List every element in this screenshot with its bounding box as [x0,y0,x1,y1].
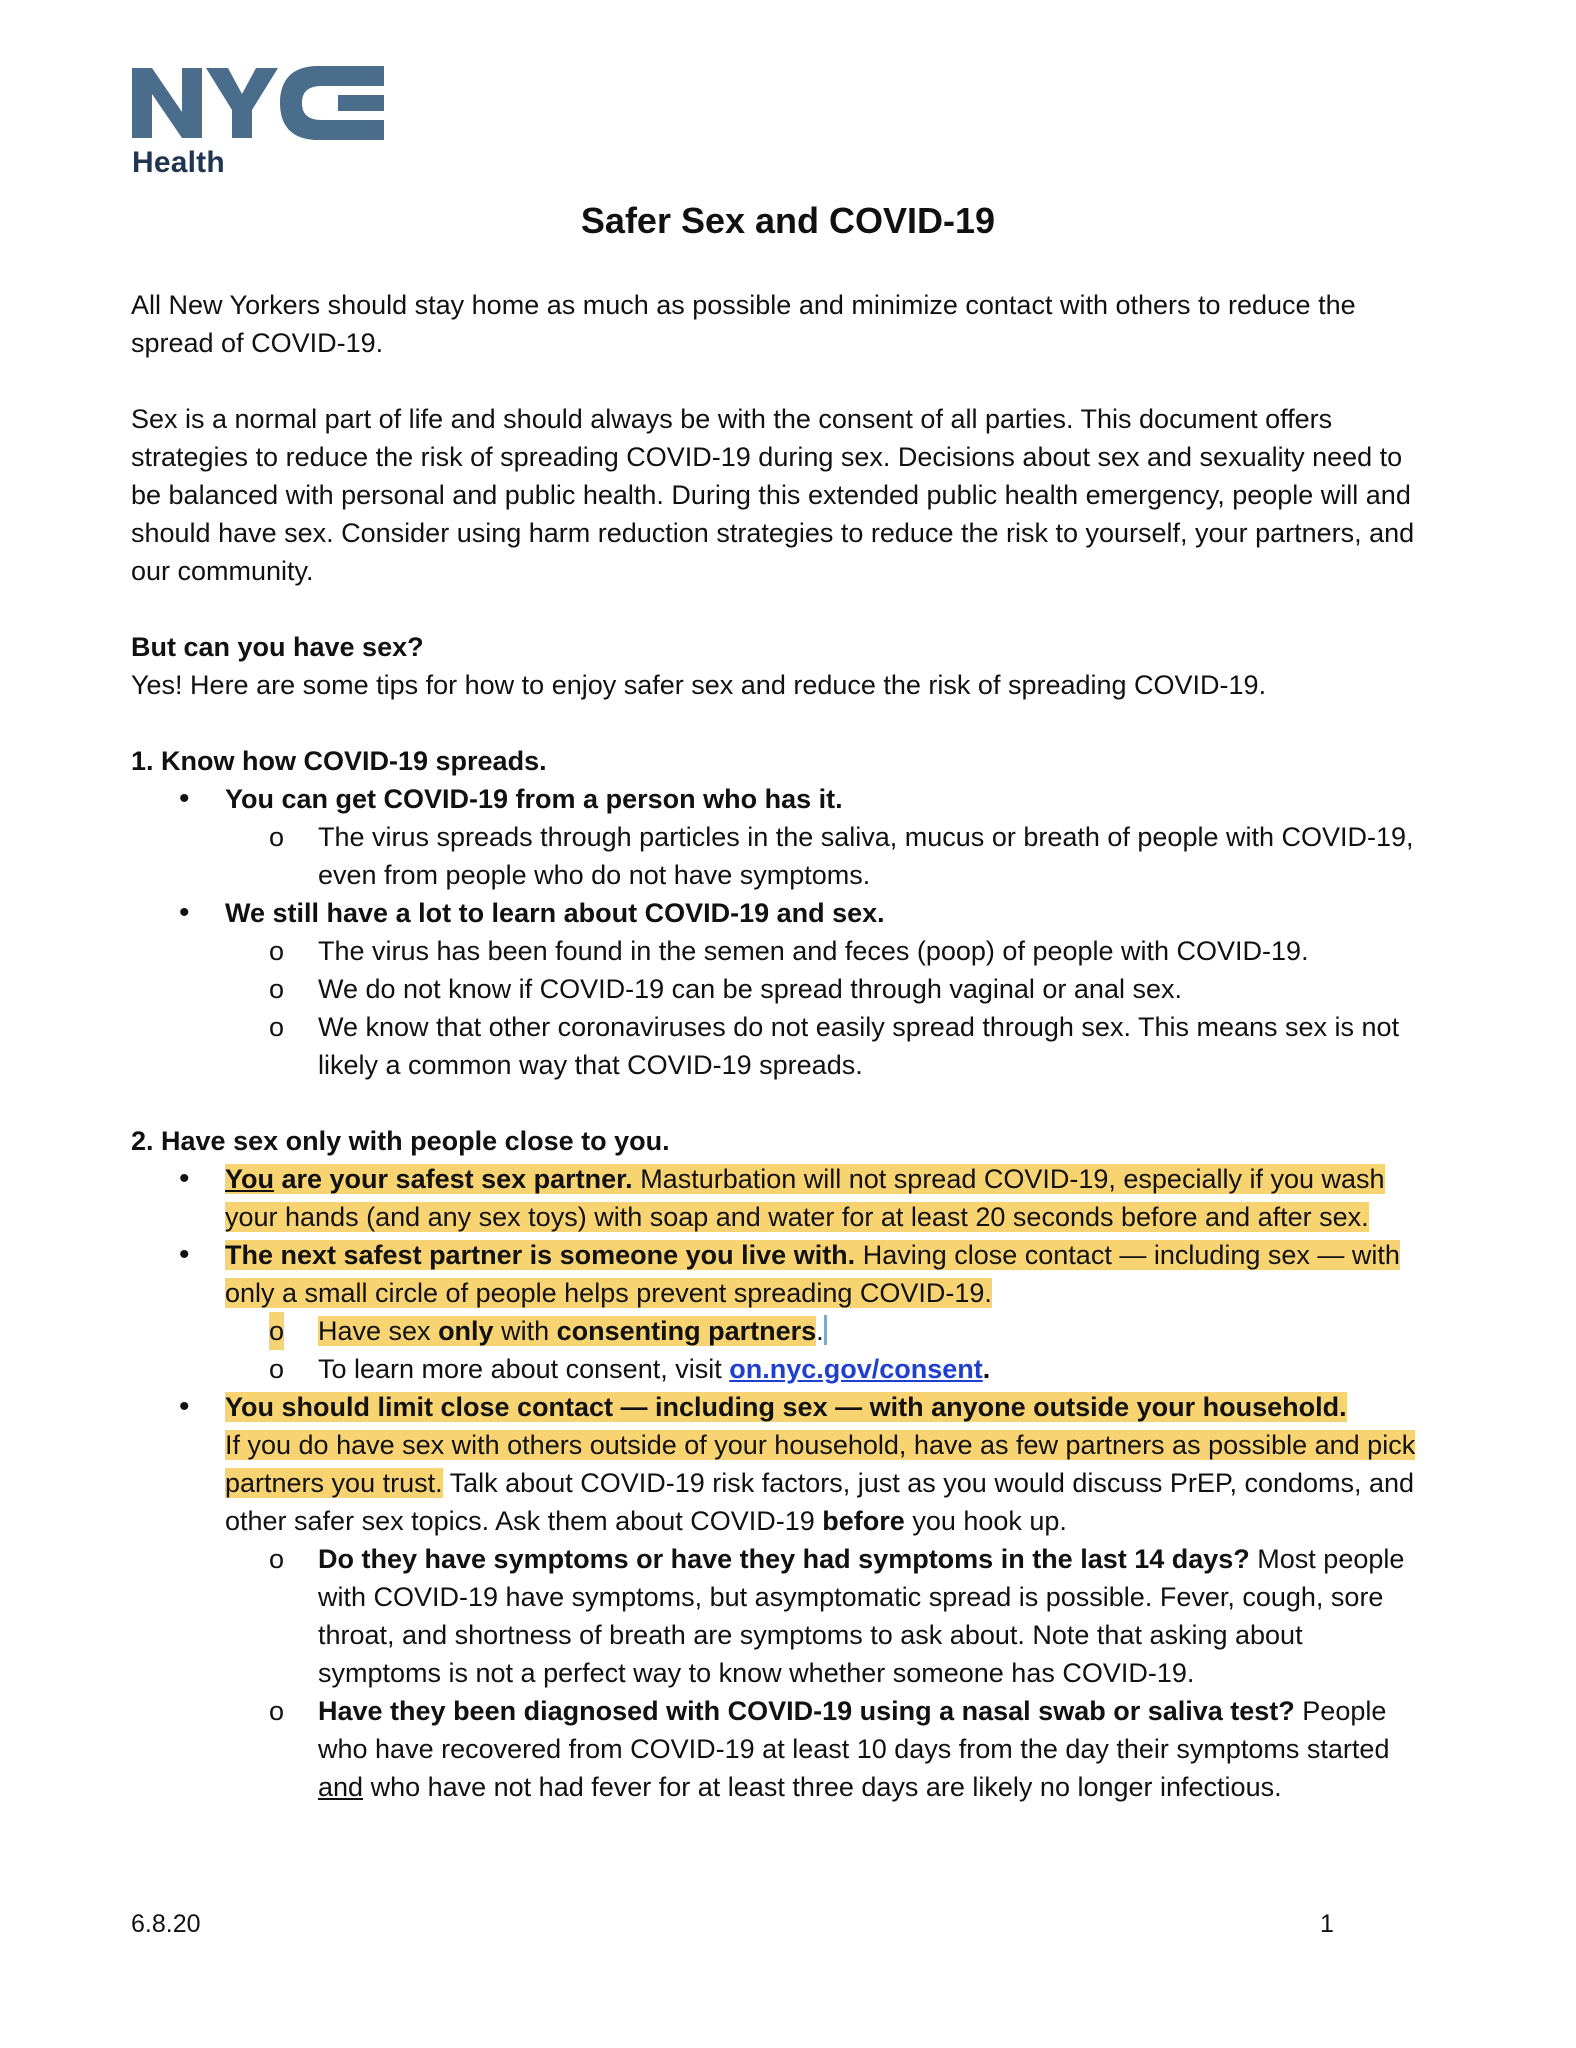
list-item [131,780,1431,894]
list-item: o Have they been diagnosed with COVID-19 using a nasal swab or saliva test? People who have recovered from COVID-19 at least 10 days from the day their symptoms started and who have not had fever for at least three days are likely no longer infectious. [269,1696,1390,1802]
can-you-heading: But can you have sex? [131,632,424,662]
sub-bullet-text: To learn more about consent, visit [318,1354,730,1384]
nyc-health-logo [132,62,388,180]
bullet-title: The next safest partner is someone you live with. [225,1240,856,1270]
sub-bullet-text: Have sex [318,1316,439,1346]
list-item: o We know that other coronaviruses do not easily spread through sex. This means sex is not likely a common way that COVID-19 spreads. [269,1012,1400,1080]
page-number: 1 [1320,1910,1334,1938]
sub-bullet-text: with [493,1316,557,1346]
sub-bullet-text: . [816,1316,824,1346]
page-title: Safer Sex and COVID-19 [580,200,996,241]
sub-bullet-text: who have not had fever for at least three days are likely no longer infectious. [363,1772,1282,1802]
list-item [131,1388,1431,1806]
bullet-highlight: If you do have sex with others outside of your household, have as few partners as possible and pick partners you trust. [225,1430,1416,1498]
sub-bullet-text: The virus spreads through particles in the saliva, mucus or breath of people with COVID-19, even from people who do not have symptoms. [318,822,1414,890]
list-item: o The virus has been found in the semen and feces (poop) of people with COVID-19. [269,936,1309,966]
bullet-title: You can get COVID-19 from a person who has it. [225,784,843,814]
consent-link[interactable]: on.nyc.gov/consent [729,1354,983,1384]
list-item: o The virus spreads through particles in the saliva, mucus or breath of people with COVID-19, even from people who do not have symptoms. [269,822,1414,890]
footer-date: 6.8.20 [131,1910,201,1938]
list-item: o We do not know if COVID-19 can be spread through vaginal or anal sex. [269,974,1182,1004]
can-you-body: Yes! Here are some tips for how to enjoy safer sex and reduce the risk of spreading COVID-19. [131,670,1267,700]
sub-bullet-title: Do they have symptoms or have they had symptoms in the last 14 days? [318,1544,1250,1574]
section-2-heading: 2. Have sex only with people close to you. [131,1126,670,1156]
bullet-title-you: You [225,1164,274,1194]
section-1-list [131,780,1431,1084]
sub-bullet-text: We know that other coronaviruses do not easily spread through sex. This means sex is not likely a common way that COVID-19 spreads. [318,1012,1400,1080]
sub-bullet-text: Most people with COVID-19 have symptoms, but asymptomatic spread is possible. Fever, cough, sore throat, and shortness of breath are symptoms to ask about. Note that asking about symptoms is not a perfect way to know whether someone has COVID-19. [318,1544,1405,1688]
list-item [131,894,1431,1084]
bullet-title: are your safest sex partner. [274,1164,633,1194]
sub-bullet-text: The virus has been found in the semen and feces (poop) of people with COVID-19. [318,936,1309,966]
sub-bullet-text: People who have recovered from COVID-19 at least 10 days from the day their symptoms started [318,1696,1390,1764]
sub-bullet-underline: and [318,1772,364,1802]
nyc-logo-icon [132,62,388,144]
bullet-body: you hook up. [904,1506,1067,1536]
intro-paragraph-2: Sex is a normal part of life and should always be with the consent of all parties. This document offers strategies to reduce the risk of spreading COVID-19 during sex. Decisions about sex and sexuality need to be balanced with personal and public health. During this extended public health emergency, people will and should have sex. Consider using harm reduction strategies to reduce the risk to yourself, your partners, and our community. [131,404,1415,586]
sub-bullet-bold: only [438,1316,494,1346]
sub-bullet-text: We do not know if COVID-19 can be spread through vaginal or anal sex. [318,974,1182,1004]
list-item: o Do they have symptoms or have they had symptoms in the last 14 days? Most people with COVID-19 have symptoms, but asymptomatic spread is possible. Fever, cough, sore throat, and shortness of breath are symptoms to ask about. Note that asking about symptoms is not a perfect way to know whether someone has COVID-19. [269,1544,1405,1688]
bullet-body: Having close contact — including sex — with only a small circle of people helps prevent spreading COVID-19. [225,1240,1400,1308]
bullet-body: Talk about COVID-19 risk factors, just as you would discuss PrEP, condoms, and other safer sex topics. Ask them about COVID-19 [225,1468,1415,1536]
list-item [131,1160,1431,1236]
logo-subtitle: Health [132,146,225,179]
sub-bullet-bold: consenting partners [556,1316,817,1346]
bullet-bold: before [822,1506,905,1536]
list-item [131,1236,1431,1388]
intro-paragraph-1: All New Yorkers should stay home as much as possible and minimize contact with others to reduce the spread of COVID-19. [131,290,1356,358]
bullet-title: We still have a lot to learn about COVID-19 and sex. [225,898,885,928]
section-2-list [131,1160,1431,1806]
list-item: o Have sex only with consenting partners. [225,1312,1431,1350]
list-item: o To learn more about consent, visit on.nyc.gov/consent. [269,1354,991,1384]
text-cursor [824,1315,827,1345]
document-body [131,286,1431,1806]
sub-bullet-text: . [982,1354,991,1384]
bullet-title: You should limit close contact — including sex — with anyone outside your household. [225,1392,1347,1422]
sub-bullet-title: Have they been diagnosed with COVID-19 using a nasal swab or saliva test? [318,1696,1295,1726]
section-1-heading: 1. Know how COVID-19 spreads. [131,746,547,776]
bullet-body: Masturbation will not spread COVID-19, especially if you wash your hands (and any sex toys) with soap and water for at least 20 seconds before and after sex. [225,1164,1385,1232]
